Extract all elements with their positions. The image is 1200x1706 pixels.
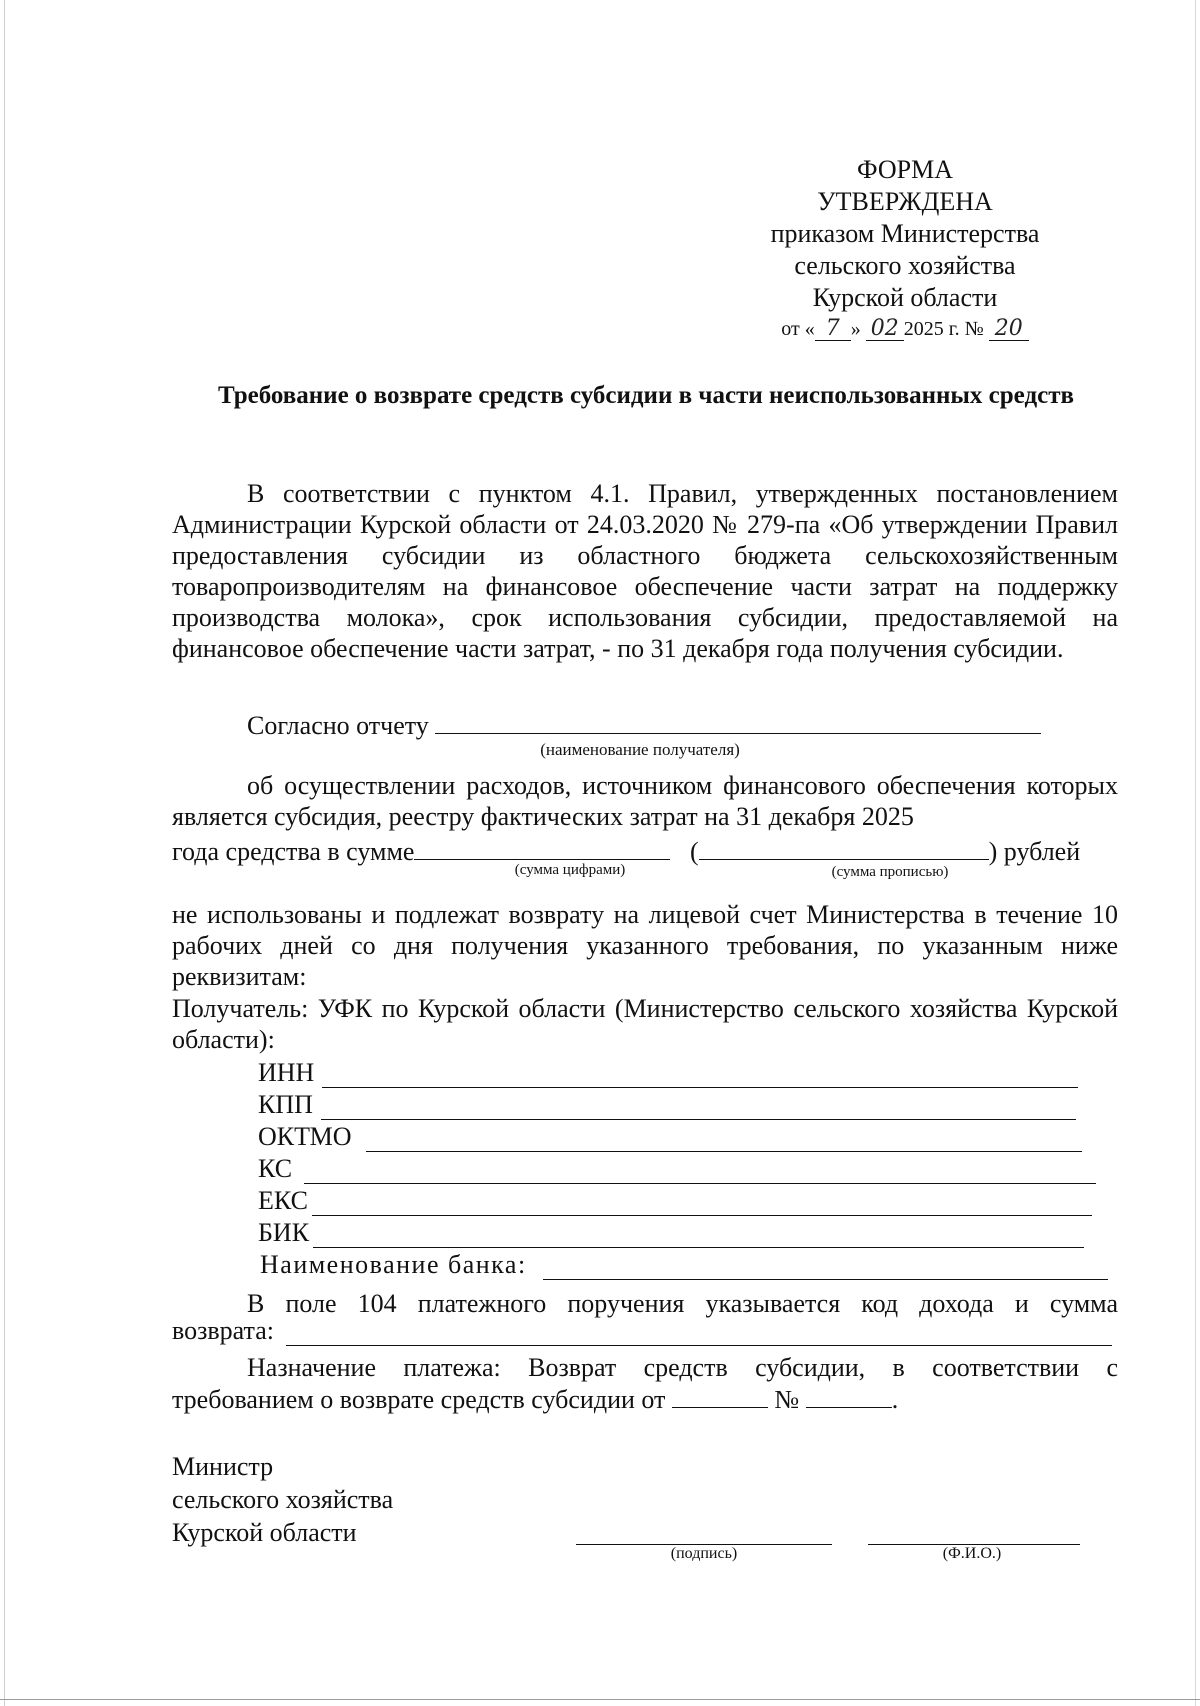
requisite-kpp-field[interactable] — [321, 1097, 1076, 1120]
approval-block — [710, 154, 1100, 344]
payment-purpose-period: . — [891, 1385, 899, 1414]
paragraph-expenses — [172, 770, 1118, 832]
requisite-bank-field[interactable] — [543, 1257, 1108, 1280]
requisite-oktmo-field[interactable] — [366, 1129, 1082, 1152]
requirement-date-field[interactable] — [672, 1385, 768, 1408]
paragraph-legal-basis-text: В соответствии с пунктом 4.1. Правил, утвержденных постановлением Администрации Курской области от 24.03.2020 № 279-па «Об утверждении Правил предоставления субсидии из областного бюджета сельскохозяйственным товаропроизводителям на финансовое обеспечение части затрат на поддержку производства молока», срок использования субсидии, предоставляемой на финансовое обеспечение части затрат, - по 31 декабря года получения субсидии. — [172, 479, 1118, 663]
requisite-oktmo-label: ОКТМО — [258, 1122, 352, 1151]
requisite-eks-label: ЕКС — [258, 1186, 308, 1215]
approval-region-line: Курской области — [812, 283, 998, 312]
payment-purpose-line2 — [172, 1384, 1118, 1415]
recipient-text: Получатель: УФК по Курской области (Министерство сельского хозяйства Курской области): — [172, 994, 1118, 1054]
report-label: Согласно отчету — [247, 711, 429, 740]
recipient-block — [172, 993, 1118, 1055]
recipient-name-caption: (наименование получателя) — [540, 740, 740, 759]
page-edge-bottom — [0, 1699, 1200, 1700]
field104-block — [172, 1288, 1118, 1319]
payment-purpose-ref-text: требованием о возврате средств субсидии от — [172, 1385, 666, 1414]
requisite-inn-field[interactable] — [322, 1065, 1078, 1088]
date-prefix: от « — [781, 318, 815, 340]
requisite-inn — [258, 1058, 1078, 1088]
date-year: 2025 г. № — [903, 318, 984, 340]
sum-words-caption: (сумма прописью) — [831, 864, 949, 880]
signature-caption: (подпись) — [670, 1545, 738, 1562]
approval-form-label: ФОРМА — [857, 155, 953, 184]
requisite-ks-field[interactable] — [304, 1161, 1096, 1184]
sum-digits-caption: (сумма цифрами) — [514, 862, 626, 878]
handwritten-day: 7 — [815, 318, 851, 341]
payment-purpose-text: Назначение платежа: Возврат средств субсидии, в соответствии с — [247, 1353, 1118, 1382]
field104-tail-row — [172, 1316, 1112, 1346]
requisite-bank-label: Наименование банка: — [260, 1250, 527, 1279]
recipient-name-field[interactable] — [435, 711, 1041, 734]
approval-approved-label: УТВЕРЖДЕНА — [817, 187, 993, 216]
page-edge-right — [1195, 0, 1196, 1706]
payment-purpose-number-sign: № — [774, 1385, 800, 1414]
paragraph-return — [172, 899, 1118, 992]
requisite-inn-label: ИНН — [258, 1058, 315, 1087]
signature-position-line2: сельского хозяйства — [172, 1485, 394, 1514]
approval-date-line — [710, 314, 1100, 344]
sum-open-paren: ( — [689, 837, 699, 866]
sum-suffix: ) рублей — [988, 837, 1081, 866]
sum-words-field[interactable] — [699, 837, 989, 860]
field104-text: В поле 104 платежного поручения указывается код дохода и сумма — [247, 1289, 1118, 1318]
handwritten-order-number: 20 — [989, 318, 1029, 341]
requirement-number-field[interactable] — [806, 1385, 892, 1408]
field104-tail-label: возврата: — [172, 1316, 274, 1345]
paragraph-return-text: не использованы и подлежат возврату на лицевой счет Министерства в течение 10 рабочих дней со дня получения указанного требования, по указанным ниже реквизитам: — [172, 900, 1118, 991]
requisite-ks-label: КС — [258, 1154, 293, 1183]
report-line — [172, 710, 1118, 741]
handwritten-month: 02 — [866, 318, 904, 341]
full-name-caption: (Ф.И.О.) — [942, 1545, 1002, 1562]
requisite-eks — [258, 1186, 1092, 1216]
requisite-bik-field[interactable] — [313, 1225, 1084, 1248]
paragraph-legal-basis — [172, 478, 1118, 664]
approval-order-line: приказом Министерства — [770, 219, 1040, 248]
signature-title-block — [172, 1450, 572, 1549]
requisite-eks-field[interactable] — [312, 1193, 1092, 1216]
payment-purpose-line1 — [172, 1352, 1118, 1383]
page-edge-left — [4, 0, 5, 1706]
field104-amount-field[interactable] — [286, 1323, 1112, 1346]
requisite-bik — [258, 1218, 1084, 1248]
requisite-kpp-label: КПП — [258, 1090, 313, 1119]
signature-position-line1: Министр — [172, 1452, 274, 1481]
requisite-bik-label: БИК — [258, 1218, 310, 1247]
requisite-ks — [258, 1154, 1096, 1184]
signature-position-line3: Курской области — [172, 1518, 357, 1547]
sum-digits-field[interactable] — [414, 837, 670, 860]
document-title: Требование о возврате средств субсидии в части неиспользованных средств — [218, 382, 1074, 409]
requisite-bank — [260, 1250, 1108, 1280]
date-mid: » — [850, 318, 861, 340]
paragraph-expenses-text: об осуществлении расходов, источником финансового обеспечения которых является субсидия, реестру фактических затрат на 31 декабря 2025 — [172, 771, 1118, 831]
requisite-oktmo — [258, 1122, 1082, 1152]
sum-prefix: года средства в сумме — [172, 837, 415, 866]
approval-ministry-line: сельского хозяйства — [794, 251, 1016, 280]
requisite-kpp — [258, 1090, 1076, 1120]
